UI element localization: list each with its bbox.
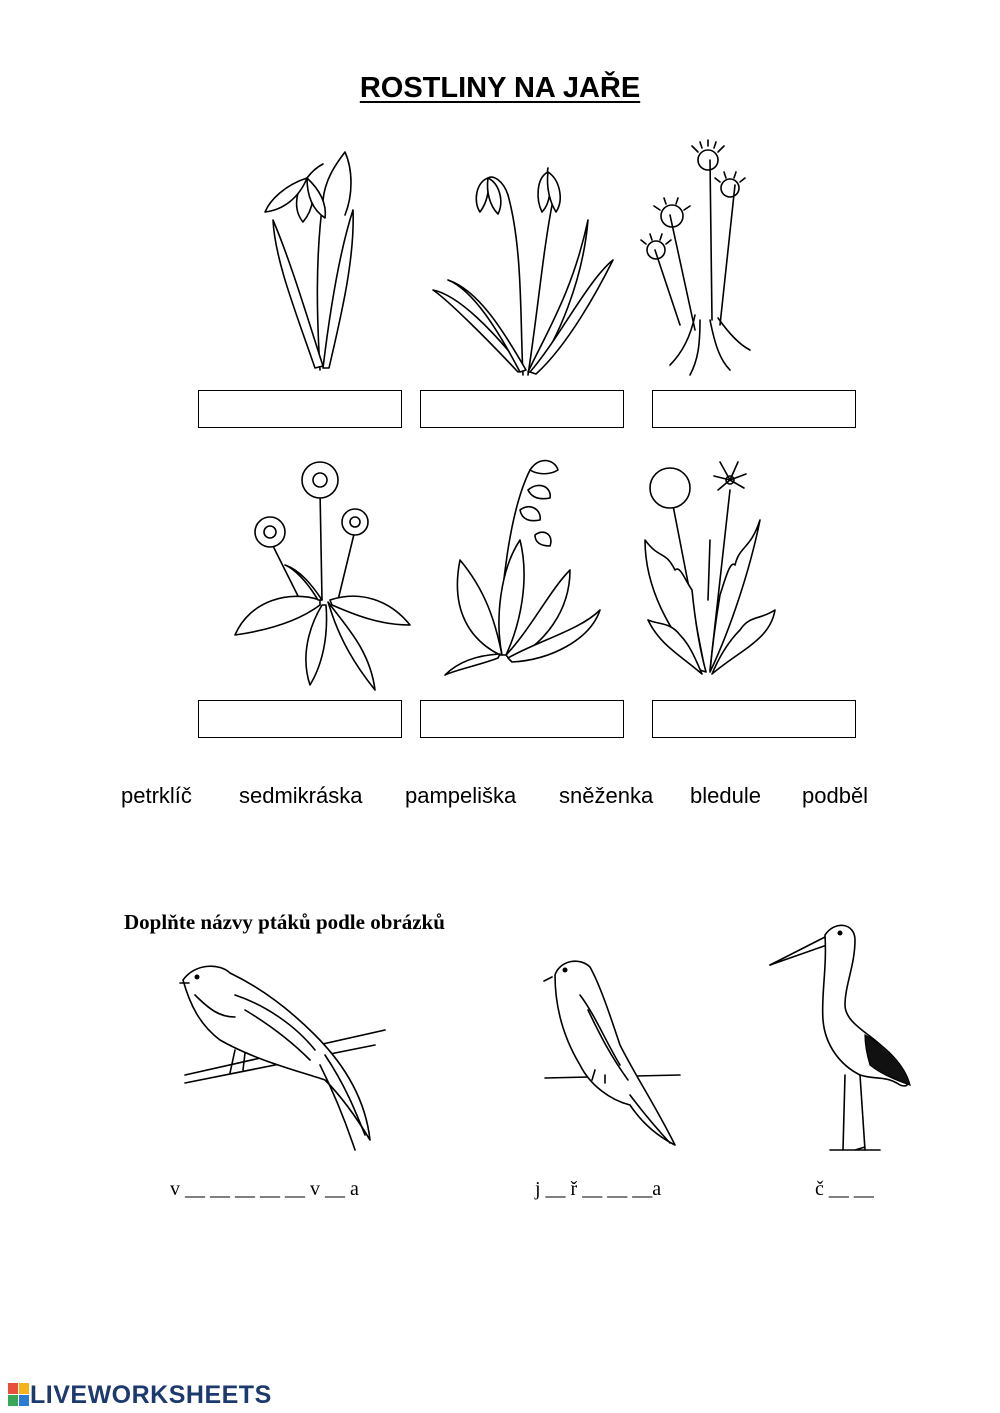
plant-answer-box-1[interactable] [198,390,402,428]
plant-answer-input-3[interactable] [653,391,859,429]
stork-illustration [765,915,915,1170]
page-title: ROSTLINY NA JAŘE [359,72,641,104]
word-bank-item[interactable]: podběl [802,783,869,808]
word-bank-item[interactable]: pampeliška [405,783,517,808]
liveworksheets-logo-icon [8,1383,30,1407]
plant-answer-box-5[interactable] [420,700,624,738]
kestrel-illustration [540,955,700,1165]
plant-answer-input-4[interactable] [199,701,405,739]
word-bank-item[interactable]: sněženka [559,783,654,808]
swallow-illustration [175,955,395,1165]
plant-answer-box-3[interactable] [652,390,856,428]
plant-answer-input-5[interactable] [421,701,627,739]
bird-hint-2: j __ ř __ __ __a [535,1178,662,1200]
daisy-illustration [230,450,430,690]
liveworksheets-logo-text: LIVEWORKSHEETS [30,1380,272,1409]
dandelion-illustration [640,450,840,690]
plant-answer-input-2[interactable] [421,391,627,429]
word-bank-item[interactable]: bledule [690,783,761,808]
word-bank-item[interactable]: sedmikráska [239,783,363,808]
plant-answer-box-6[interactable] [652,700,856,738]
word-bank [0,783,1000,813]
plant-answer-input-1[interactable] [199,391,405,429]
plant-answer-box-2[interactable] [420,390,624,428]
birds-heading: Doplňte názvy ptáků podle obrázků [124,910,445,934]
bird-hint-3: č __ __ [815,1178,874,1200]
snowdrop-illustration [205,140,405,380]
liveworksheets-logo [8,1380,272,1410]
bird-hint-1: v __ __ __ __ __ v __ a [170,1178,359,1200]
cowslip-illustration [440,450,640,690]
snowflake-illustration [428,140,628,380]
word-bank-item[interactable]: petrklíč [121,783,192,808]
coltsfoot-illustration [640,140,840,380]
plant-answer-input-6[interactable] [653,701,859,739]
plant-answer-box-4[interactable] [198,700,402,738]
